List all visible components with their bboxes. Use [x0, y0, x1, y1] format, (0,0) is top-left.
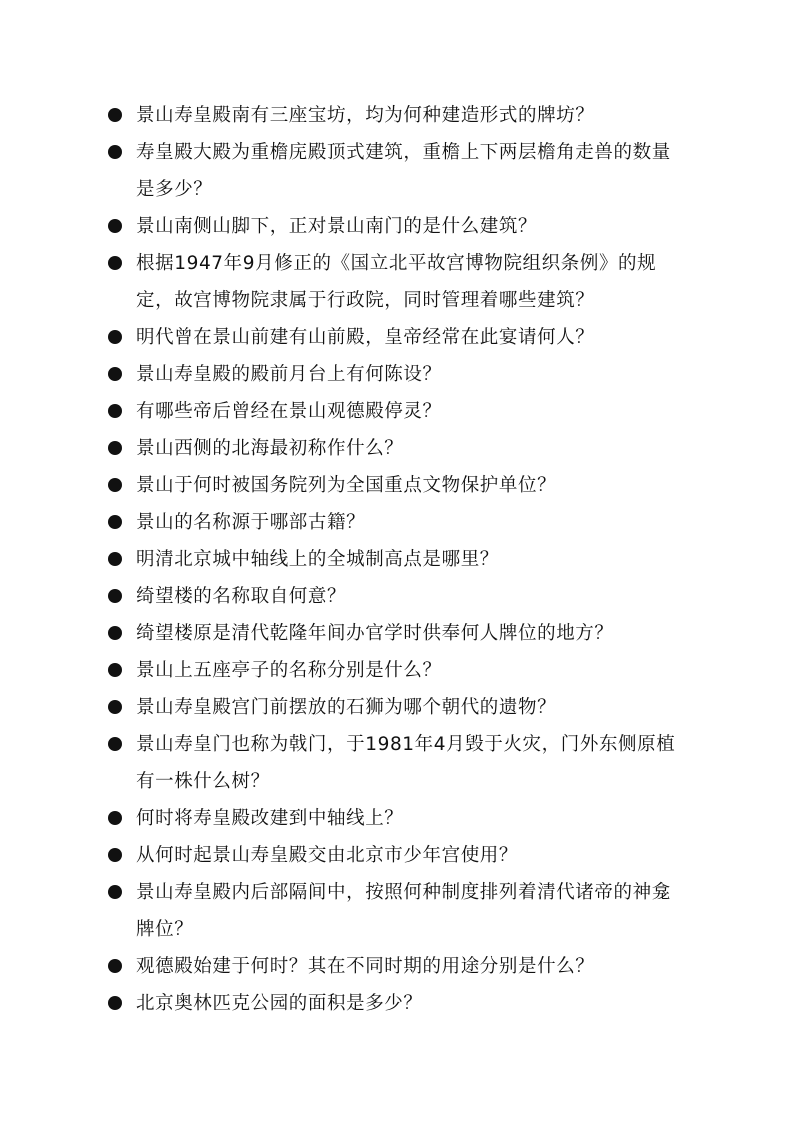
- bullet-icon: [108, 848, 122, 862]
- list-item: [108, 837, 688, 874]
- list-item: [108, 615, 688, 652]
- question-text: 从何时起景山寿皇殿交由北京市少年宫使用？: [136, 845, 519, 866]
- bullet-icon: [108, 441, 122, 455]
- list-item: [108, 504, 688, 541]
- bullet-icon: [108, 145, 122, 159]
- question-list: [108, 97, 688, 1022]
- question-text: 景山寿皇殿内后部隔间中，按照何种制度排列着清代诸帝的神龛牌位？: [136, 882, 671, 940]
- question-text: 有哪些帝后曾经在景山观德殿停灵？: [136, 401, 442, 422]
- list-item: [108, 689, 688, 726]
- list-item: [108, 467, 688, 504]
- question-text: 景山的名称源于哪部古籍？: [136, 512, 366, 533]
- bullet-icon: [108, 811, 122, 825]
- list-item: [108, 541, 688, 578]
- question-text: 景山于何时被国务院列为全国重点文物保护单位？: [136, 475, 557, 496]
- bullet-icon: [108, 885, 122, 899]
- question-text: 景山上五座亭子的名称分别是什么？: [136, 660, 442, 681]
- bullet-icon: [108, 663, 122, 677]
- question-text: 景山南侧山脚下，正对景山南门的是什么建筑？: [136, 216, 538, 237]
- question-text: 北京奥林匹克公园的面积是多少？: [136, 993, 423, 1014]
- question-text: 何时将寿皇殿改建到中轴线上？: [136, 808, 404, 829]
- bullet-icon: [108, 219, 122, 233]
- question-text: 绮望楼原是清代乾隆年间办官学时供奉何人牌位的地方？: [136, 623, 614, 644]
- list-item: [108, 319, 688, 356]
- bullet-icon: [108, 515, 122, 529]
- bullet-icon: [108, 626, 122, 640]
- bullet-icon: [108, 478, 122, 492]
- list-item: [108, 97, 688, 134]
- list-item: [108, 800, 688, 837]
- bullet-icon: [108, 589, 122, 603]
- question-text: 明代曾在景山前建有山前殿，皇帝经常在此宴请何人？: [136, 327, 595, 348]
- question-text: 明清北京城中轴线上的全城制高点是哪里？: [136, 549, 499, 570]
- bullet-icon: [108, 108, 122, 122]
- question-text: 景山寿皇殿宫门前摆放的石狮为哪个朝代的遗物？: [136, 697, 557, 718]
- list-item: [108, 874, 688, 948]
- list-item: [108, 652, 688, 689]
- question-text: 寿皇殿大殿为重檐庑殿顶式建筑，重檐上下两层檐角走兽的数量是多少？: [136, 142, 671, 200]
- list-item: [108, 948, 688, 985]
- question-text: 景山寿皇殿南有三座宝坊，均为何种建造形式的牌坊？: [136, 105, 595, 126]
- list-item: [108, 208, 688, 245]
- list-item: [108, 430, 688, 467]
- list-item: [108, 393, 688, 430]
- bullet-icon: [108, 256, 122, 270]
- question-text: 绮望楼的名称取自何意？: [136, 586, 347, 607]
- bullet-icon: [108, 552, 122, 566]
- list-item: [108, 134, 688, 208]
- question-text: 景山寿皇门也称为戟门，于1981年4月毁于火灾，门外东侧原植有一株什么树？: [136, 734, 676, 792]
- list-item: [108, 578, 688, 615]
- bullet-icon: [108, 367, 122, 381]
- bullet-icon: [108, 996, 122, 1010]
- question-text: 观德殿始建于何时？其在不同时期的用途分别是什么？: [136, 956, 595, 977]
- bullet-icon: [108, 700, 122, 714]
- bullet-icon: [108, 404, 122, 418]
- bullet-icon: [108, 330, 122, 344]
- list-item: [108, 356, 688, 393]
- question-text: 景山西侧的北海最初称作什么？: [136, 438, 404, 459]
- list-item: [108, 985, 688, 1022]
- question-text: 景山寿皇殿的殿前月台上有何陈设？: [136, 364, 442, 385]
- bullet-icon: [108, 959, 122, 973]
- list-item: [108, 726, 688, 800]
- bullet-icon: [108, 737, 122, 751]
- list-item: [108, 245, 688, 319]
- question-text: 根据1947年9月修正的《国立北平故宫博物院组织条例》的规定，故宫博物院隶属于行政院，同时管理着哪些建筑？: [136, 253, 657, 311]
